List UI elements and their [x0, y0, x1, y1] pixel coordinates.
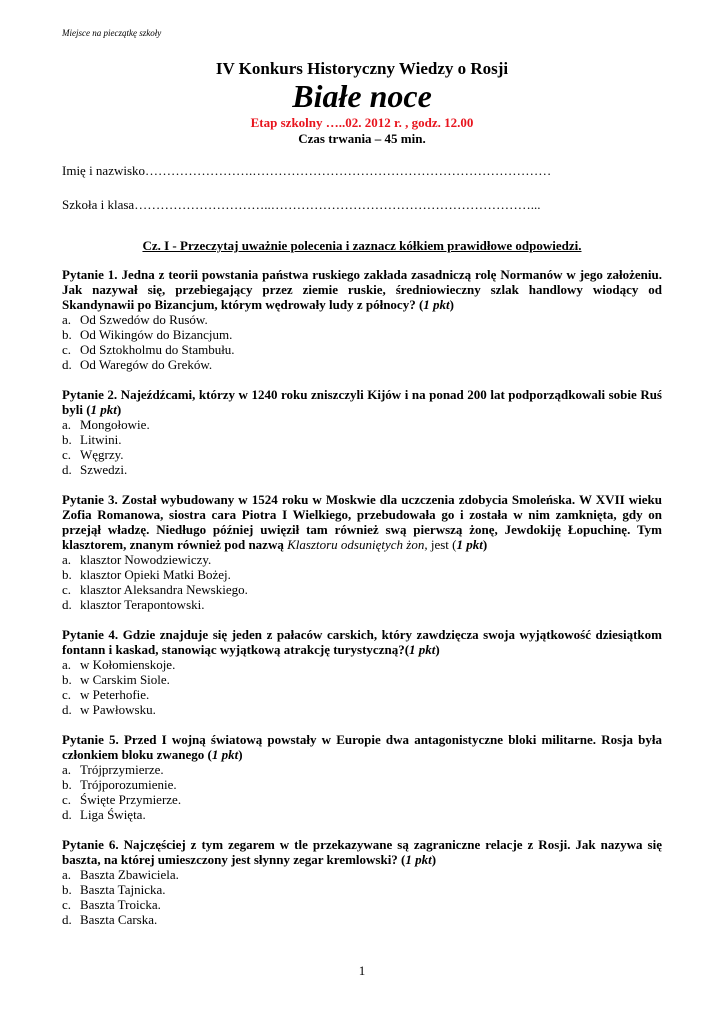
section-heading: Cz. I - Przeczytaj uważnie polecenia i zaznacz kółkiem prawidłowe odpowiedzi.: [142, 238, 582, 253]
question-text: [62, 267, 662, 312]
question-6: [62, 837, 662, 927]
answer-text: Baszta Tajnicka.: [80, 882, 166, 897]
answer-option[interactable]: [62, 567, 662, 582]
answer-option[interactable]: [62, 792, 662, 807]
question-4: [62, 627, 662, 717]
answer-text: Baszta Zbawiciela.: [80, 867, 179, 882]
answer-option[interactable]: [62, 912, 662, 927]
answer-letter: b.: [62, 567, 72, 582]
answer-letter: a.: [62, 657, 72, 672]
question-body: Pytanie 6. Najczęściej z tym zegarem w tle przekazywane są zagraniczne relacje z Rosji. Jak nazywa się baszta, na której umieszczony jest słynny zegar kremlowski? (: [62, 837, 662, 867]
question-body: Pytanie 3. Został wybudowany w 1524 roku w Moskwie dla uczczenia zdobycia Smoleńska. W XVII wieku Zofia Romanowa, siostra cara Piotra I Wielkiego, przebudowała go i została w nim zamknięta, gdy on przejął władzę. Niedługo później uwięził tam również swą pierwszą żonę, Jewdokiję Łopuchinę. Tym klasztorem, znanym również pod nazwą: [62, 492, 662, 552]
answer-option[interactable]: [62, 552, 662, 567]
duration-info: Czas trwania – 45 min.: [298, 131, 426, 146]
answer-text: Trójprzymierze.: [80, 762, 164, 777]
answer-letter: a.: [62, 312, 72, 327]
answer-text: Węgrzy.: [80, 447, 124, 462]
question-list: [62, 267, 662, 942]
answer-letter: c.: [62, 447, 72, 462]
question-text: [62, 837, 662, 867]
answer-letter: a.: [62, 417, 72, 432]
answer-text: Mongołowie.: [80, 417, 150, 432]
answer-text: klasztor Aleksandra Newskiego.: [80, 582, 248, 597]
answer-option[interactable]: [62, 777, 662, 792]
question-points: 1 pkt: [409, 642, 436, 657]
answer-option[interactable]: [62, 897, 662, 912]
question-close: ): [482, 537, 488, 552]
question-close: ): [116, 402, 122, 417]
question-close: ): [435, 642, 440, 657]
question-close: ): [431, 852, 437, 867]
page-number: 1: [358, 963, 366, 978]
answer-letter: d.: [62, 702, 72, 717]
answer-text: Liga Święta.: [80, 807, 146, 822]
answer-letter: a.: [62, 867, 72, 882]
answer-text: w Peterhofie.: [80, 687, 150, 702]
question-italic-name: Klasztoru odsuniętych żon,: [287, 537, 428, 552]
answer-letter: d.: [62, 597, 72, 612]
school-class-field[interactable]: Szkoła i klasa…………………………..……………………………………………………...: [62, 197, 541, 212]
answer-text: w Kołomienskoje.: [80, 657, 176, 672]
answer-letter: b.: [62, 672, 72, 687]
answer-letter: d.: [62, 912, 72, 927]
answer-letter: c.: [62, 687, 72, 702]
question-1: [62, 267, 662, 372]
answer-option[interactable]: [62, 597, 662, 612]
answer-letter: b.: [62, 777, 72, 792]
question-body: Pytanie 2. Najeźdźcami, którzy w 1240 roku zniszczyli Kijów i na ponad 200 lat podporządkowali sobie Ruś byli (: [62, 387, 662, 417]
answer-letter: a.: [62, 552, 72, 567]
question-text: [62, 732, 662, 762]
question-body: Pytanie 4. Gdzie znajduje się jeden z pałaców carskich, który zawdzięcza swoja wyjątkowość dziesiątkom fontann i kaskad, stanowiąc wyjątkową atrakcję turystyczną?(: [62, 627, 662, 657]
question-close: ): [449, 297, 454, 312]
answer-text: w Pawłowsku.: [80, 702, 156, 717]
answer-option[interactable]: [62, 312, 662, 327]
question-body: Pytanie 1. Jedna z teorii powstania państwa ruskiego zakłada zasadniczą rolę Normanów w jego założeniu. Jak nazywał się, przebiegający przez ziemie ruskie, średniowieczny szlak handlowy wiodący od Skandynawii po Bizancjum, którym wędrowały ludy z północy? (: [62, 267, 662, 312]
answer-text: Od Szwedów do Rusów.: [80, 312, 208, 327]
question-body-continued: jest (: [427, 537, 457, 552]
answer-letter: a.: [62, 762, 72, 777]
answer-option[interactable]: [62, 417, 662, 432]
answer-text: Od Wikingów do Bizancjum.: [80, 327, 233, 342]
answer-option[interactable]: [62, 447, 662, 462]
answer-text: klasztor Nowodziewiczy.: [80, 552, 212, 567]
answer-letter: d.: [62, 357, 72, 372]
answer-text: Święte Przymierze.: [80, 792, 182, 807]
answer-letter: c.: [62, 342, 72, 357]
question-body: Pytanie 5. Przed I wojną światową powstały w Europie dwa antagonistyczne bloki militarne. Rosja była członkiem bloku zwanego (: [62, 732, 662, 762]
contest-title: IV Konkurs Historyczny Wiedzy o Rosji: [215, 59, 509, 78]
answer-text: klasztor Terapontowski.: [80, 597, 205, 612]
school-stamp-label: Miejsce na pieczątkę szkoły: [62, 28, 162, 38]
contest-name: Białe noce: [292, 78, 432, 114]
answer-option[interactable]: [62, 687, 662, 702]
answer-option[interactable]: [62, 327, 662, 342]
answer-option[interactable]: [62, 357, 662, 372]
stage-info: Etap szkolny …..02. 2012 r. , godz. 12.00: [250, 115, 474, 130]
answer-text: Baszta Troicka.: [80, 897, 161, 912]
question-points: 1 pkt: [423, 297, 450, 312]
answer-letter: c.: [62, 792, 72, 807]
answer-option[interactable]: [62, 582, 662, 597]
question-close: ): [238, 747, 243, 762]
answer-letter: d.: [62, 807, 72, 822]
answer-letter: b.: [62, 327, 72, 342]
answer-text: Od Waregów do Greków.: [80, 357, 213, 372]
question-points: 1 pkt: [405, 852, 432, 867]
answer-text: Trójporozumienie.: [80, 777, 177, 792]
answer-letter: b.: [62, 432, 72, 447]
question-text: [62, 627, 662, 657]
answer-letter: b.: [62, 882, 72, 897]
answer-option[interactable]: [62, 882, 662, 897]
answer-option[interactable]: [62, 432, 662, 447]
answer-text: Baszta Carska.: [80, 912, 158, 927]
answer-text: klasztor Opieki Matki Bożej.: [80, 567, 231, 582]
answer-text: w Carskim Siole.: [80, 672, 170, 687]
answer-letter: c.: [62, 897, 72, 912]
question-3: [62, 492, 662, 612]
answer-option[interactable]: [62, 462, 662, 477]
question-points: 1 pkt: [456, 537, 483, 552]
answer-option[interactable]: [62, 807, 662, 822]
answer-option[interactable]: [62, 672, 662, 687]
answer-letter: d.: [62, 462, 72, 477]
question-text: [62, 492, 662, 552]
answer-letter: c.: [62, 582, 72, 597]
name-field[interactable]: Imię i nazwisko…………………….……………………………………………………………: [62, 163, 552, 178]
answer-option[interactable]: [62, 867, 662, 882]
question-points: 1 pkt: [90, 402, 117, 417]
question-5: [62, 732, 662, 822]
answer-option[interactable]: [62, 702, 662, 717]
answer-text: Litwini.: [80, 432, 122, 447]
answer-text: Szwedzi.: [80, 462, 128, 477]
answer-text: Od Sztokholmu do Stambułu.: [80, 342, 235, 357]
answer-option[interactable]: [62, 342, 662, 357]
question-points: 1 pkt: [211, 747, 239, 762]
question-text: [62, 387, 662, 417]
answer-option[interactable]: [62, 762, 662, 777]
answer-option[interactable]: [62, 657, 662, 672]
question-2: [62, 387, 662, 477]
